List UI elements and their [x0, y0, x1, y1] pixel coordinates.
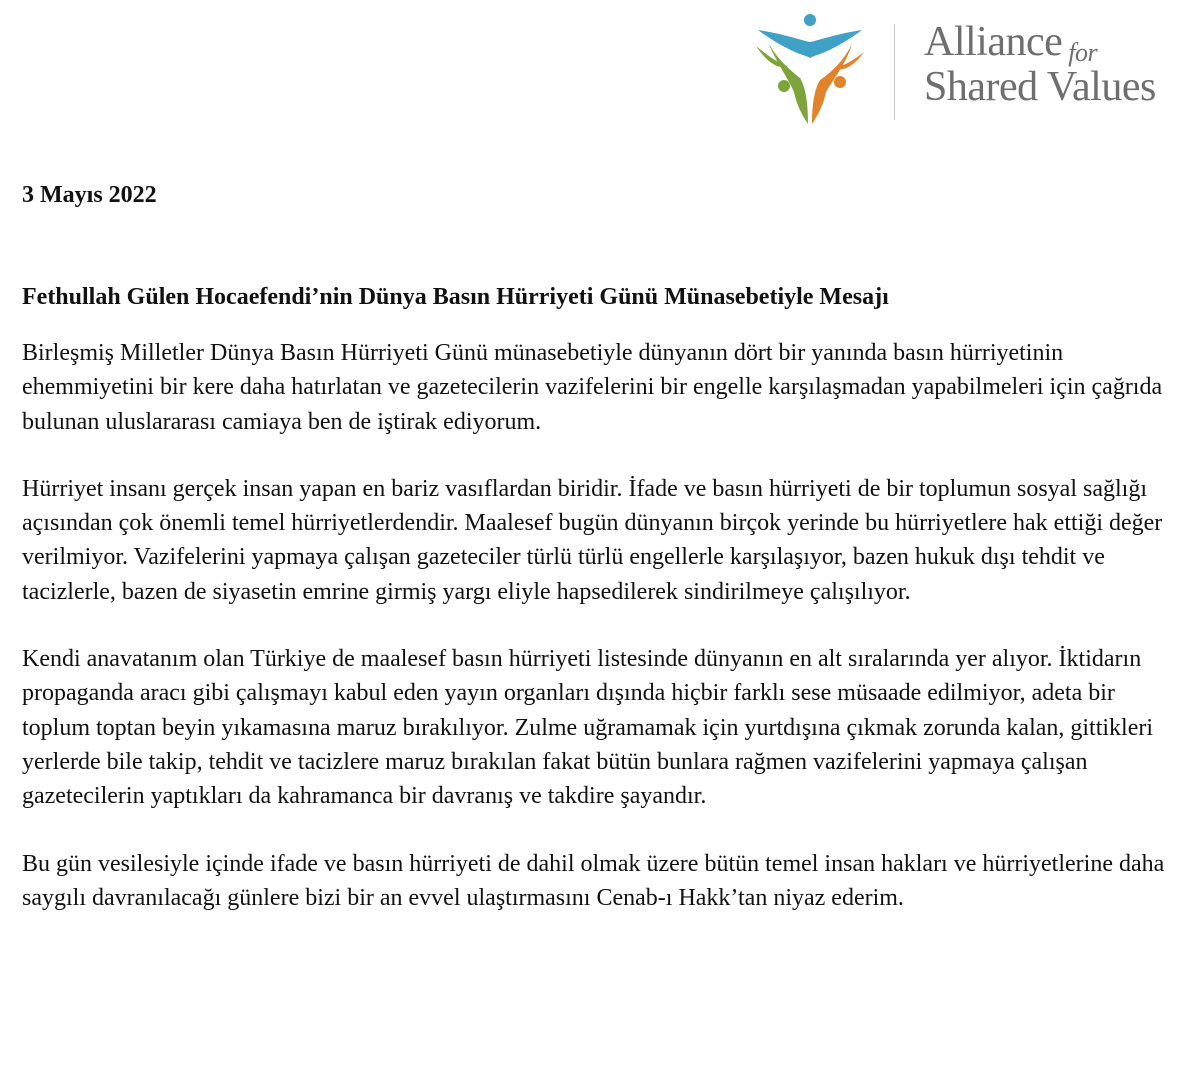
logo-blue-head — [804, 14, 816, 26]
document-title: Fethullah Gülen Hocaefendi’nin Dünya Basın Hürriyeti Günü Münasebetiyle Mesajı — [22, 284, 889, 310]
logo-line1-suffix: for — [1068, 38, 1098, 67]
logo-wordmark — [924, 19, 1156, 110]
logo-line1: Alliance — [924, 19, 1063, 65]
paragraph-4: Bu gün vesilesiyle içinde ifade ve basın hürriyeti de dahil olmak üzere bütün temel insan hakları ve hürriyetlerine daha saygılı davranılacağı günlere bizi bir an evvel ulaştırmasını Cenab-ı Hakk’tan niyaz ederim. — [22, 850, 1165, 911]
alliance-people-mark-icon — [754, 12, 866, 128]
logo-divider — [894, 24, 895, 120]
letter-body — [22, 178, 1182, 915]
logo-green-head — [778, 80, 790, 92]
organization-logo — [754, 10, 1194, 130]
logo-line2: Shared Values — [924, 64, 1156, 110]
paragraph-2: Hürriyet insanı gerçek insan yapan en bariz vasıflardan biridir. İfade ve basın hürriyeti de bir toplumun sosyal sağlığı açısından çok önemli temel hürriyetlerdendir. Maalesef bugün dünyanın birçok yerinde bu hürriyetlere hak ettiği değer verilmiyor. Vazifelerini yapmaya çalışan gazeteciler türlü türlü engellerle karşılaşıyor, bazen hukuk dışı tehdit ve tacizlerle, bazen de siyasetin emrine girmiş yargı eliyle hapsedilerek sindirilmeye çalışılıyor. — [22, 475, 1163, 605]
logo-orange-body — [812, 44, 852, 124]
logo-orange-head — [834, 76, 846, 88]
paragraph-3: Kendi anavatanım olan Türkiye de maalesef basın hürriyeti listesinde dünyanın en alt sıralarında yer alıyor. İktidarın propaganda aracı gibi çalışmayı kabul eden yayın organları dışında hiçbir farklı sese müsaade edilmiyor, adeta bir toplum toptan beyin yıkamasına maruz bırakılıyor. Zulme uğramamak için yurtdışına çıkmak zorunda kalan, gittikleri yerlerde bile takip, tehdit ve tacizlere maruz bırakılan fakat bütün bunlara rağmen vazifelerini yapmaya çalışan gazetecilerin yaptıkları da kahramanca bir davranış ve takdire şayandır. — [22, 646, 1154, 810]
paragraph-1: Birleşmiş Milletler Dünya Basın Hürriyeti Günü münasebetiyle dünyanın dört bir yanında basın hürriyetinin ehemmiyetini bir kere daha hatırlatan ve gazetecilerin vazifelerini bir engelle karşılaşmadan yapabilmeleri için çağrıda bulunan uluslararası camiaya ben de iştirak ediyorum. — [22, 340, 1163, 435]
document-date: 3 Mayıs 2022 — [22, 182, 157, 208]
